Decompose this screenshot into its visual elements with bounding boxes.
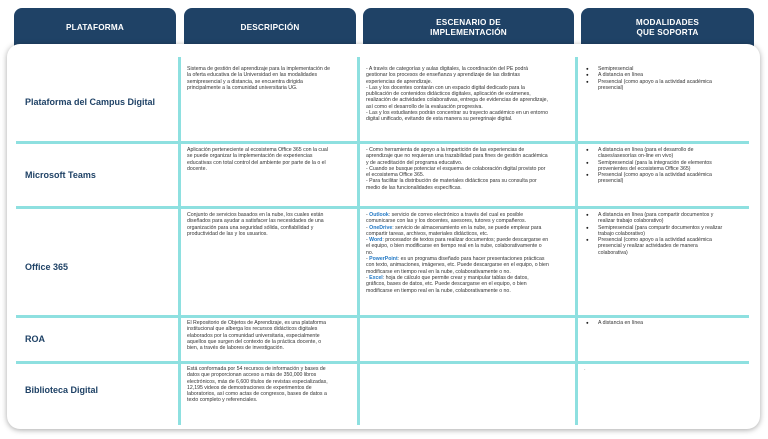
platform-name: ROA xyxy=(25,334,45,344)
list-item: ● A distancia en línea xyxy=(598,72,754,78)
list-item: ● Semipresencial (para la integración de elementos provenientes del ecosistema Office 365) xyxy=(598,160,754,173)
description-cell: Aplicación perteneciente al ecosistema Office 365 con la cual se puede organizar la implementación de experiencias educativas con total control del ambiente por parte de la o el docente. xyxy=(187,147,328,172)
modalities-cell xyxy=(584,320,754,326)
description-cell: Está conformada por 54 recursos de información y bases de datos que proporcionan acceso a más de 350,000 libros electrónicos, más de 6,600 títulos de revistas especializadas, 12,195 videos de demostraciones de experimentos de laboratorios, así como actas de congresos, bases de datos a texto completo y referenciales. xyxy=(187,366,328,404)
column-divider xyxy=(357,57,360,425)
app-name-onedrive: OneDrive xyxy=(369,224,393,231)
app-name-excel: Excel xyxy=(369,274,383,281)
row-divider xyxy=(16,315,749,318)
scenario-cell: - Como herramienta de apoyo a la impartición de las experiencias de aprendizaje que no requieran una trazabilidad para fines de gestión académica y de acreditación del programa educativo. - Cuando se busque potenciar el esquema de colaboración digital provisto por el ecosistema Office 365. - Para facilitar la distribución de materiales didácticos para su consulta por medio de las funcionalidades específicas. xyxy=(366,147,548,191)
list-item: ● A distancia en línea (para el desarrollo de clases/asesorías on-line en vivo) xyxy=(598,147,754,160)
app-name-outlook: Outlook xyxy=(369,212,389,218)
scenario-cell: - Outlook: servicio de correo electrónico a través del cual es posible comunicarse con las y los docentes, asesores, tutores y compañeros. - OneDrive: servicio de almacenamiento en la nube, se puede emplear para compartir tareas, archivos, materiales didácticos, etc. - Word: procesador de textos para realizar documentos; puede descargarse en el equipo, o bien modificarse en tiempo real en la nube, colaborativamente o no. - PowerPoint: es un programa diseñado para hacer presentaciones prácticas con texto, animaciones, imágenes, etc. Puede descargarse en el equipo, o bien modificarse en tiempo real en la nube, colaborativamente o no. - Excel: hoja de cálculo que permite crear y manipular tablas de datos, gráficos, bases de datos, etc. Puede descargarse en el equipo, o bien modificarse en tiempo real en la nube, colaborativamente o no. xyxy=(366,212,549,294)
list-item: ● A distancia en línea (para compartir documentos y realizar trabajo colaborativo) xyxy=(598,212,754,225)
modalities-cell xyxy=(584,66,754,91)
platform-name: Plataforma del Campus Digital xyxy=(25,97,156,107)
header-modalidades-label: MODALIDADES QUE SOPORTA xyxy=(635,17,700,37)
app-name-powerpoint: PowerPoint xyxy=(369,256,398,263)
column-divider xyxy=(178,57,181,425)
header-modalidades xyxy=(581,8,754,48)
app-name-word: Word xyxy=(369,237,383,244)
list-item: ● Semipresencial xyxy=(598,66,754,72)
list-item: ● Presencial (como apoyo a la actividad académica presencial) xyxy=(598,79,754,92)
platform-name: Biblioteca Digital xyxy=(25,385,99,395)
scenario-cell: - A través de categorías y aulas digitales, la coordinación del PE podrá gestionar los procesos de enseñanza y aprendizaje de las distintas experiencias de aprendizaje. - Las y los docentes contarán con un espacio digital dedicado para la publicación de contenidos didácticos digitales, aplicación de exámenes, realización de actividades colaborativas, entrega de evidencias de aprendizaje, así como el desarrollo de la evaluación progresiva. - Las y los estudiantes podrán concentrar su trayecto académico en un entorno digital unificado, evitando de esta manera su peregrinaje digital. xyxy=(366,66,548,123)
platform-name: Microsoft Teams xyxy=(25,170,96,180)
list-item: ● Semipresencial (para compartir documentos y realizar trabajo colaborativo) xyxy=(598,225,754,238)
header-plataforma xyxy=(14,8,176,48)
description-cell: El Repositorio de Objetos de Aprendizaje, es una plataforma institucional que alberga los recursos didácticos digitales elaborados por la comunidad universitaria, especialmente aquellos que surgen del contexto de la práctica docente, o bien, a través de labores de investigación. xyxy=(187,320,326,352)
modalities-cell xyxy=(584,212,754,256)
description-cell: Conjunto de servicios basados en la nube, los cuales están diseñados para ayudar a satisfacer las necesidades de una organización para una seguridad sólida, confiabilidad y productividad de las y los usuarios. xyxy=(187,212,324,237)
row-divider xyxy=(16,361,749,364)
list-item: ● Presencial (como apoyo a la actividad académica presencial y realizar actividades de manera colaborativa) xyxy=(598,237,754,256)
platform-name: Office 365 xyxy=(25,262,69,272)
list-item: ● A distancia en línea xyxy=(598,320,754,326)
modalities-cell xyxy=(584,147,754,185)
modalities-mark: · xyxy=(584,367,586,373)
column-divider xyxy=(575,57,578,425)
header-escenario xyxy=(363,8,574,48)
header-descripcion xyxy=(184,8,356,48)
list-item: ● Presencial (como apoyo a la actividad académica presencial) xyxy=(598,172,754,185)
header-descripcion-label: DESCRIPCIÓN xyxy=(240,22,300,32)
header-escenario-label: ESCENARIO DE IMPLEMENTACIÓN xyxy=(430,17,507,37)
description-cell: Sistema de gestión del aprendizaje para la implementación de la oferta educativa de la Universidad en las modalidades semipresencial y a distancia, se encuentra dirigida principalmente a la comunidad universitaria UG. xyxy=(187,66,331,91)
row-divider xyxy=(16,206,749,209)
header-plataforma-label: PLATAFORMA xyxy=(65,22,125,32)
row-divider xyxy=(16,141,749,144)
